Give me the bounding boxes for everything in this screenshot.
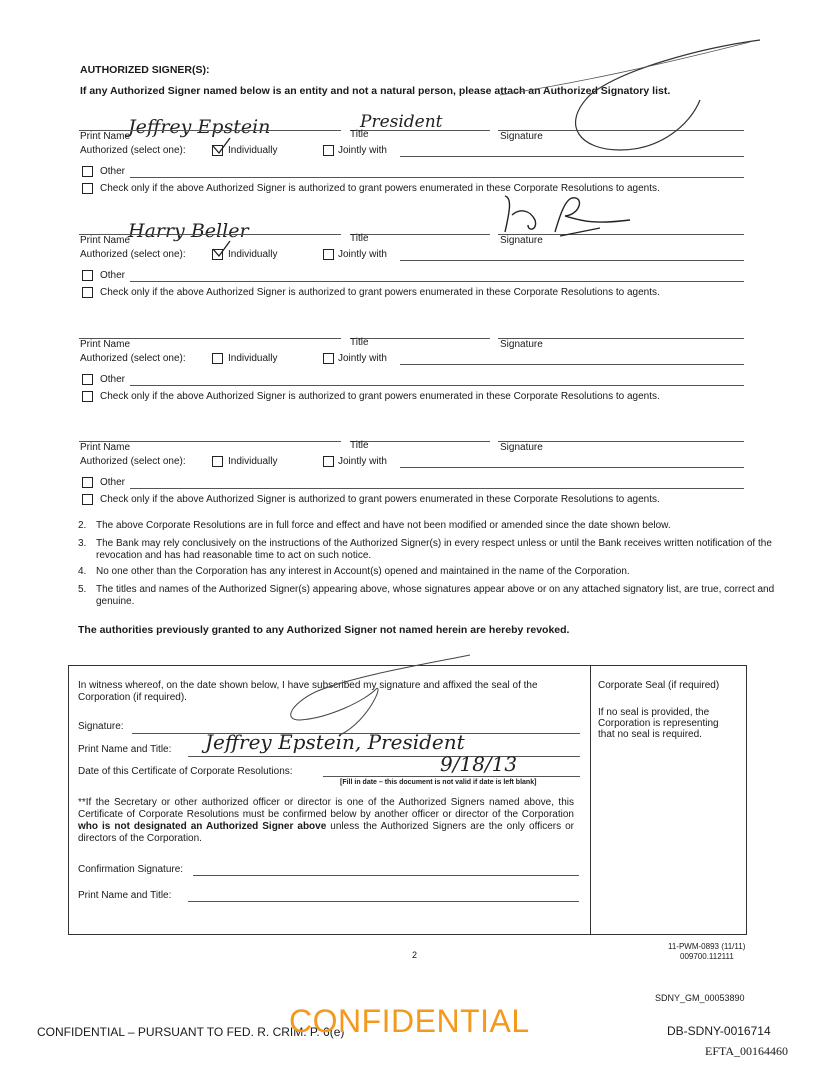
print-name-label: Print Name — [80, 442, 131, 453]
title-label: Title — [350, 233, 369, 244]
seal-title: Corporate Seal (if required) — [598, 680, 720, 691]
bates-number-1: SDNY_GM_00053890 — [655, 993, 745, 1003]
jointly-label: Jointly with — [338, 456, 387, 467]
confirmation-label: Confirmation Signature: — [78, 864, 184, 875]
section-title: AUTHORIZED SIGNER(S): — [80, 64, 210, 76]
item-3-num: 3. — [78, 538, 87, 549]
authorized-label: Authorized (select one): — [80, 353, 186, 364]
secretary-note — [78, 797, 574, 845]
print-name-title-value: Jeffrey Epstein, President — [205, 730, 465, 754]
secretary-note-post: unless the Authorized Signers are the only officers or directors of the Corporation. — [78, 821, 574, 844]
date-line[interactable] — [323, 776, 580, 777]
individually-checkbox[interactable] — [212, 145, 223, 156]
print-name-label: Print Name — [80, 339, 131, 350]
secretary-note-pre: **If the Secretary or other authorized officer or director is one of the Authorized Signers named above, this Certificate of Corporate Resolutions must be confirmed below by another officer or director of the Corporation — [78, 797, 574, 820]
signer-name-value: Jeffrey Epstein — [128, 116, 271, 138]
date-label: Date of this Certificate of Corporate Resolutions: — [78, 766, 293, 777]
title-label: Title — [350, 337, 369, 348]
print-name-title-label-2: Print Name and Title: — [78, 890, 172, 901]
other-label: Other — [100, 374, 126, 385]
title-line[interactable] — [350, 338, 490, 339]
item-4-num: 4. — [78, 566, 87, 577]
other-checkbox[interactable] — [82, 477, 93, 488]
grant-powers-checkbox[interactable] — [82, 494, 93, 505]
confidential-stamp: CONFIDENTIAL — [289, 1003, 530, 1039]
jointly-checkbox[interactable] — [323, 456, 334, 467]
jointly-line[interactable] — [400, 364, 744, 365]
other-line[interactable] — [130, 281, 744, 282]
title-label: Title — [350, 440, 369, 451]
grant-powers-label: Check only if the above Authorized Signer is authorized to grant powers enumerated in these Corporate Resolutions to agents. — [100, 391, 660, 402]
item-2-num: 2. — [78, 520, 87, 531]
individually-label: Individually — [228, 456, 278, 467]
grant-powers-checkbox[interactable] — [82, 391, 93, 402]
jointly-label: Jointly with — [338, 249, 387, 260]
seal-note: If no seal is provided, the Corporation is representing that no seal is required. — [598, 707, 719, 740]
grant-powers-checkbox[interactable] — [82, 287, 93, 298]
secretary-note-bold: who is not designated an Authorized Signer above — [78, 821, 327, 832]
other-label: Other — [100, 477, 126, 488]
signature-label: Signature — [500, 235, 543, 246]
signature-2-scribble — [505, 196, 630, 236]
revoked-statement: The authorities previously granted to any Authorized Signer not named herein are hereby revoked. — [78, 624, 570, 636]
jointly-line[interactable] — [400, 156, 744, 157]
witness-signature-label: Signature: — [78, 721, 124, 732]
other-label: Other — [100, 166, 126, 177]
confidential-footer: CONFIDENTIAL – PURSUANT TO FED. R. CRIM. P. 6(e) — [37, 1025, 345, 1039]
authorized-label: Authorized (select one): — [80, 249, 186, 260]
title-line[interactable] — [350, 130, 490, 131]
grant-powers-checkbox[interactable] — [82, 183, 93, 194]
other-line[interactable] — [130, 488, 744, 489]
jointly-line[interactable] — [400, 260, 744, 261]
date-note: [Fill in date – this document is not valid if date is left blank] — [340, 779, 537, 786]
jointly-line[interactable] — [400, 467, 744, 468]
form-code-1: 11-PWM-0893 (11/11) — [668, 942, 746, 951]
other-label: Other — [100, 270, 126, 281]
other-checkbox[interactable] — [82, 166, 93, 177]
jointly-checkbox[interactable] — [323, 353, 334, 364]
title-label: Title — [350, 129, 369, 140]
bates-number-2: DB-SDNY-0016714 — [667, 1024, 771, 1038]
other-checkbox[interactable] — [82, 270, 93, 281]
print-name-title-label: Print Name and Title: — [78, 744, 172, 755]
other-line[interactable] — [130, 177, 744, 178]
individually-checkbox[interactable] — [212, 353, 223, 364]
individually-checkbox[interactable] — [212, 456, 223, 467]
signer-name-value: Harry Beller — [128, 220, 249, 242]
title-line[interactable] — [350, 441, 490, 442]
print-name-label: Print Name — [80, 235, 131, 246]
signature-label: Signature — [500, 131, 543, 142]
item-2-text: The above Corporate Resolutions are in full force and effect and have not been modified or amended since the date shown below. — [96, 520, 671, 531]
individually-label: Individually — [228, 145, 278, 156]
other-checkbox[interactable] — [82, 374, 93, 385]
grant-powers-label: Check only if the above Authorized Signer is authorized to grant powers enumerated in these Corporate Resolutions to agents. — [100, 494, 660, 505]
other-line[interactable] — [130, 385, 744, 386]
jointly-checkbox[interactable] — [323, 249, 334, 260]
title-line[interactable] — [350, 234, 490, 235]
confirmation-line[interactable] — [193, 875, 579, 876]
witness-text: In witness whereof, on the date shown below, I have subscribed my signature and affixed the seal of the Corporation (if required). — [78, 680, 538, 703]
form-code-2: 009700.112111 — [680, 952, 734, 961]
item-3-text: The Bank may rely conclusively on the instructions of the Authorized Signer(s) in every respect unless or until the Bank receives written notification of the revocation and has had reasonable time to act on such notice. — [96, 538, 772, 561]
signer-title-value: President — [360, 112, 443, 132]
print-name-title-line-2[interactable] — [188, 901, 579, 902]
authorized-label: Authorized (select one): — [80, 456, 186, 467]
seal-divider — [590, 665, 591, 934]
item-5-text: The titles and names of the Authorized Signer(s) appearing above, whose signatures appear above or on any attached signatory list, are true, correct and genuine. — [96, 584, 775, 607]
authorized-label: Authorized (select one): — [80, 145, 186, 156]
jointly-label: Jointly with — [338, 145, 387, 156]
item-5-num: 5. — [78, 584, 87, 595]
item-4-text: No one other than the Corporation has any interest in Account(s) opened and maintained in the name of the Corporation. — [96, 566, 630, 577]
individually-checkbox[interactable] — [212, 249, 223, 260]
instruction-text: If any Authorized Signer named below is an entity and not a natural person, please attach an Authorized Signatory list. — [80, 85, 671, 97]
individually-label: Individually — [228, 353, 278, 364]
page-number: 2 — [412, 950, 418, 960]
date-value: 9/18/13 — [440, 752, 518, 776]
signature-label: Signature — [500, 442, 543, 453]
grant-powers-label: Check only if the above Authorized Signer is authorized to grant powers enumerated in these Corporate Resolutions to agents. — [100, 287, 660, 298]
individually-label: Individually — [228, 249, 278, 260]
signature-label: Signature — [500, 339, 543, 350]
print-name-title-line[interactable] — [188, 756, 580, 757]
jointly-label: Jointly with — [338, 353, 387, 364]
print-name-label: Print Name — [80, 131, 131, 142]
efta-number: EFTA_00164460 — [705, 1044, 789, 1058]
jointly-checkbox[interactable] — [323, 145, 334, 156]
grant-powers-label: Check only if the above Authorized Signer is authorized to grant powers enumerated in these Corporate Resolutions to agents. — [100, 183, 660, 194]
